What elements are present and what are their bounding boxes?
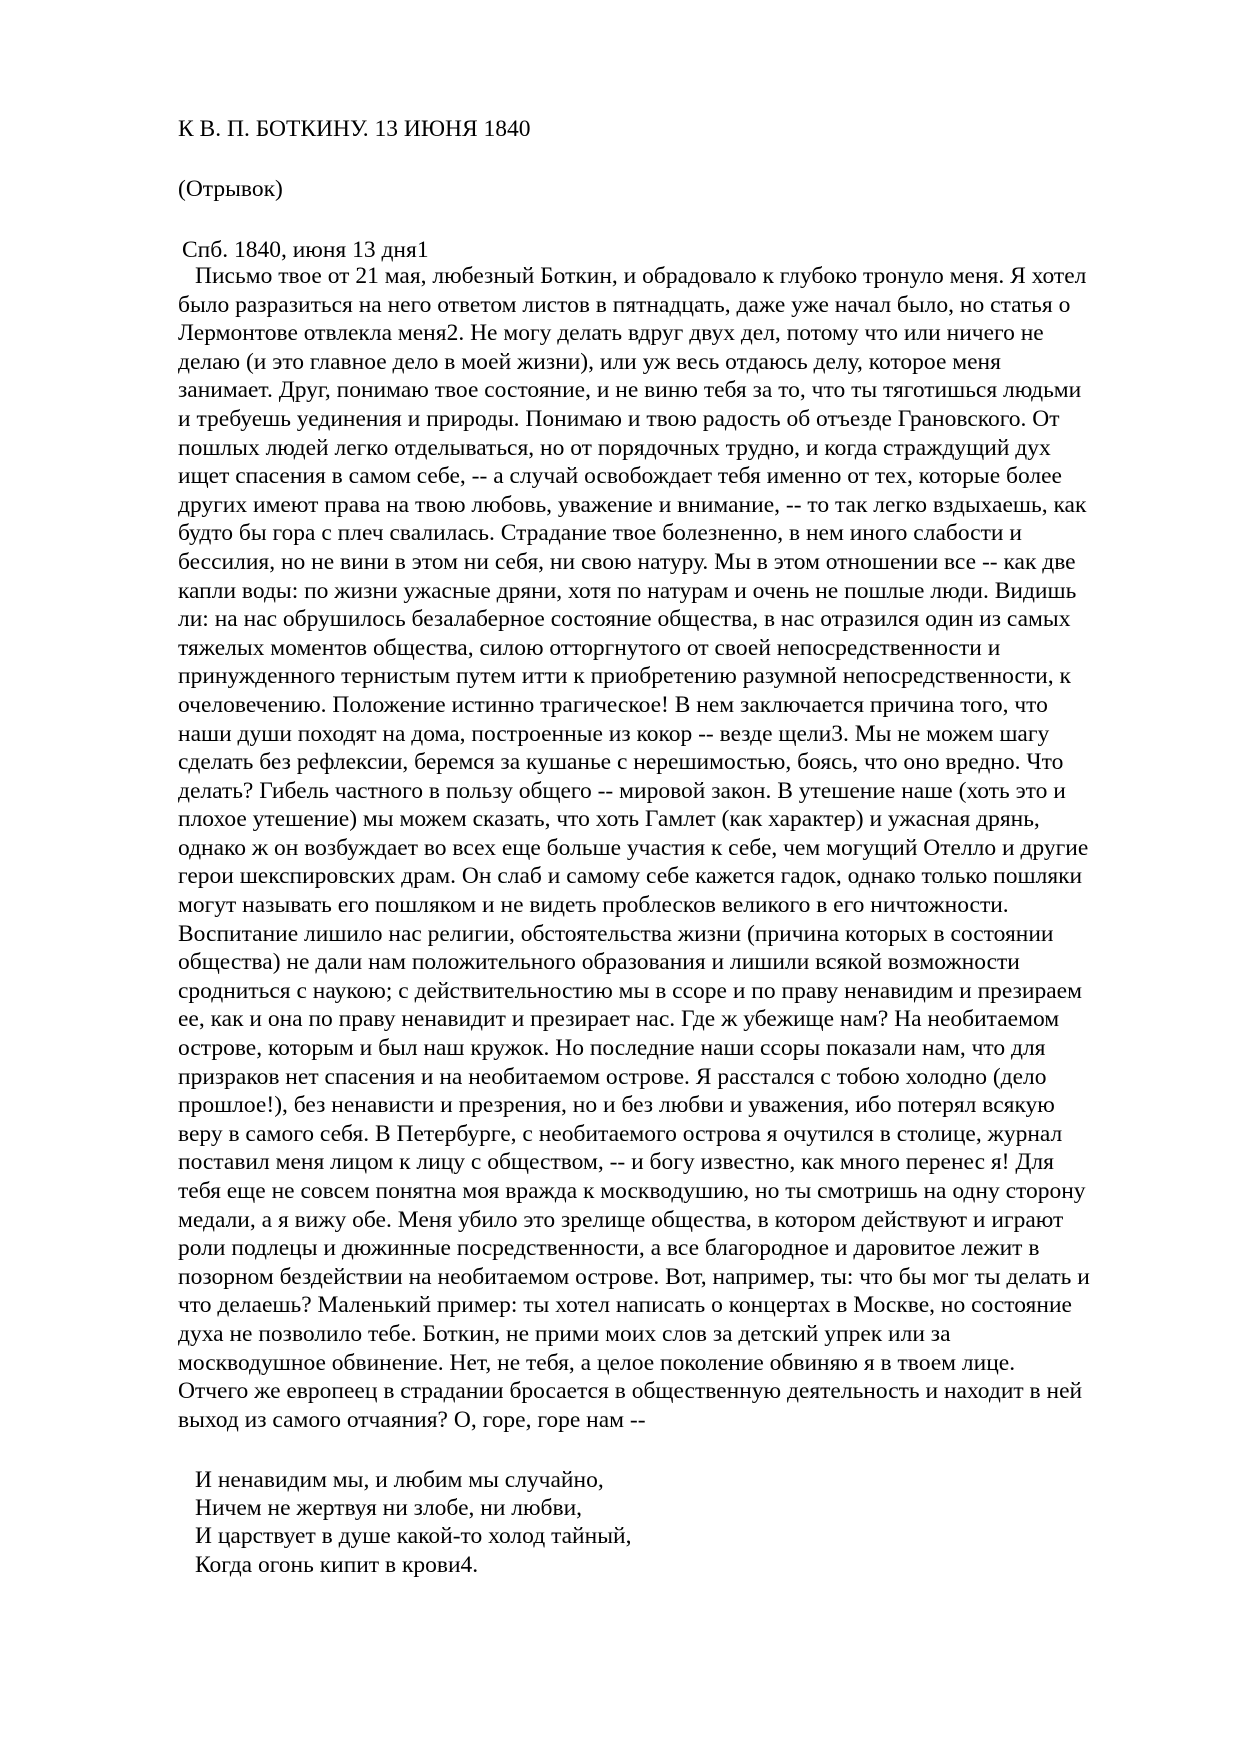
body-line: делаю (и это главное дело в моей жизни), или уж весь отдаюсь делу, которое меня	[178, 348, 1001, 375]
body-line: позорном бездействии на необитаемом острове. Вот, например, ты: что бы мог ты делать и	[178, 1263, 1090, 1290]
body-line: сродниться с наукою; с действительностию мы в ссоре и по праву ненавидим и презираем	[178, 977, 1082, 1004]
body-line: ли: на нас обрушилось безалаберное состояние общества, в нас отразился один из самых	[178, 606, 1071, 633]
body-line: занимает. Друг, понимаю твое состояние, и не виню тебя за то, что ты тяготишься людьми	[178, 377, 1082, 404]
body-line: острове, которым и был наш кружок. Но последние наши ссоры показали нам, что для	[178, 1035, 1046, 1062]
body-line: медали, а я вижу обе. Меня убило это зрелище общества, в котором действуют и играют	[178, 1206, 1064, 1233]
body-line: выход из самого отчаяния? О, горе, горе нам --	[178, 1406, 646, 1433]
body-line: сделать без рефлексии, беремся за кушанье с нерешимостью, боясь, что оно вредно. Что	[178, 749, 1064, 776]
body-line: бессилия, но не вини в этом ни себя, ни свою натуру. Мы в этом отношении все -- как две	[178, 548, 1076, 575]
body-line: что делаешь? Маленький пример: ты хотел написать о концертах в Москве, но состояние	[178, 1292, 1072, 1319]
body-line: тяжелых моментов общества, силою отторгнутого от своей непосредственности и	[178, 634, 1001, 661]
body-line: ищет спасения в самом себе, -- а случай освобождает тебя именно от тех, которые более	[178, 463, 1062, 490]
body-line: будто бы гора с плеч свалилась. Страдание твое болезненно, в нем иного слабости и	[178, 520, 1022, 547]
poem-line: И ненавидим мы, и любим мы случайно,	[195, 1467, 604, 1493]
poem-line: Ничем не жертвуя ни злобе, ни любви,	[195, 1495, 583, 1522]
letter-body	[178, 262, 1178, 1434]
body-line: принужденного тернистым путем итти к приобретению разумной непосредственности, к	[178, 663, 1071, 690]
body-line: Лермонтове отвлекла меня2. Не могу делать вдруг двух дел, потому что или ничего не	[178, 320, 1044, 347]
body-line: прошлое!), без ненависти и презрения, но и без любви и уважения, ибо потерял всякую	[178, 1092, 1055, 1119]
body-line: Отчего же европеец в страдании бросается в общественную деятельность и находит в ней	[178, 1378, 1083, 1405]
letter-title: К В. П. БОТКИНУ. 13 ИЮНЯ 1840	[178, 116, 531, 142]
body-line: могут называть его пошляком и не видеть проблесков великого в его ничтожности.	[178, 892, 1009, 919]
body-line: других имеют права на твою любовь, уважение и внимание, -- то так легко вздыхаешь, как	[178, 491, 1087, 518]
body-line: и требуешь уединения и природы. Понимаю и твою радость об отъезде Грановского. От	[178, 405, 1060, 432]
poem-quote	[195, 1466, 631, 1579]
body-line: однако ж он возбуждает во всех еще больше участия к себе, чем могущий Отелло и другие	[178, 834, 1089, 861]
body-line: капли воды: по жизни ужасные дряни, хотя по натурам и очень не пошлые люди. Видишь	[178, 577, 1077, 604]
body-line: делать? Гибель частного в пользу общего -- мировой закон. В утешение наше (хоть это и	[178, 777, 1066, 804]
body-line: москводушное обвинение. Нет, не тебя, а целое поколение обвиняю я в твоем лице.	[178, 1349, 1016, 1376]
body-line: Воспитание лишило нас религии, обстоятельства жизни (причина которых в состоянии	[178, 920, 1054, 947]
body-line: духа не позволило тебе. Боткин, не прими моих слов за детский упрек или за	[178, 1320, 951, 1347]
body-line: было разразиться на него ответом листов в пятнадцать, даже уже начал было, но статья о	[178, 291, 1071, 318]
letter-subtitle: (Отрывок)	[178, 176, 283, 202]
poem-line: И царствует в душе какой-то холод тайный,	[195, 1523, 632, 1550]
poem-line: Когда огонь кипит в крови4.	[195, 1551, 479, 1578]
body-line: поставил меня лицом к лицу с обществом, -- и богу известно, как много перенес я! Для	[178, 1149, 1054, 1176]
body-line: призраков нет спасения и на необитаемом острове. Я расстался с тобою холодно (дело	[178, 1063, 1047, 1090]
body-line: наши души походят на дома, построенные из кокор -- везде щели3. Мы не можем шагу	[178, 720, 1050, 747]
body-line: веру в самого себя. В Петербурге, с необитаемого острова я очутился в столице, журнал	[178, 1120, 1063, 1147]
body-line: тебя еще не совсем понятна моя вражда к москводушию, но ты смотришь на одну сторону	[178, 1178, 1086, 1204]
body-line: пошлых людей легко отделываться, но от порядочных трудно, и когда страждущий дух	[178, 434, 1051, 461]
letter-dateline: Спб. 1840, июня 13 дня1	[182, 237, 429, 263]
body-line: ее, как и она по праву ненавидит и презирает нас. Где ж убежище нам? На необитаемом	[178, 1006, 1060, 1033]
body-line: роли подлецы и дюжинные посредственности, а все благородное и даровитое лежит в	[178, 1235, 1040, 1262]
body-line: общества) не дали нам положительного образования и лишили всякой возможности	[178, 949, 1020, 976]
body-line: плохое утешение) мы можем сказать, что хоть Гамлет (как характер) и ужасная дрянь,	[178, 806, 1040, 833]
body-line: очеловечению. Положение истинно трагическое! В нем заключается причина того, что	[178, 691, 1048, 718]
body-line: герои шекспировских драм. Он слаб и самому себе кажется гадок, однако только пошляки	[178, 863, 1083, 890]
body-line: Письмо твое от 21 мая, любезный Боткин, и обрадовало к глубоко тронуло меня. Я хотел	[195, 263, 1087, 289]
